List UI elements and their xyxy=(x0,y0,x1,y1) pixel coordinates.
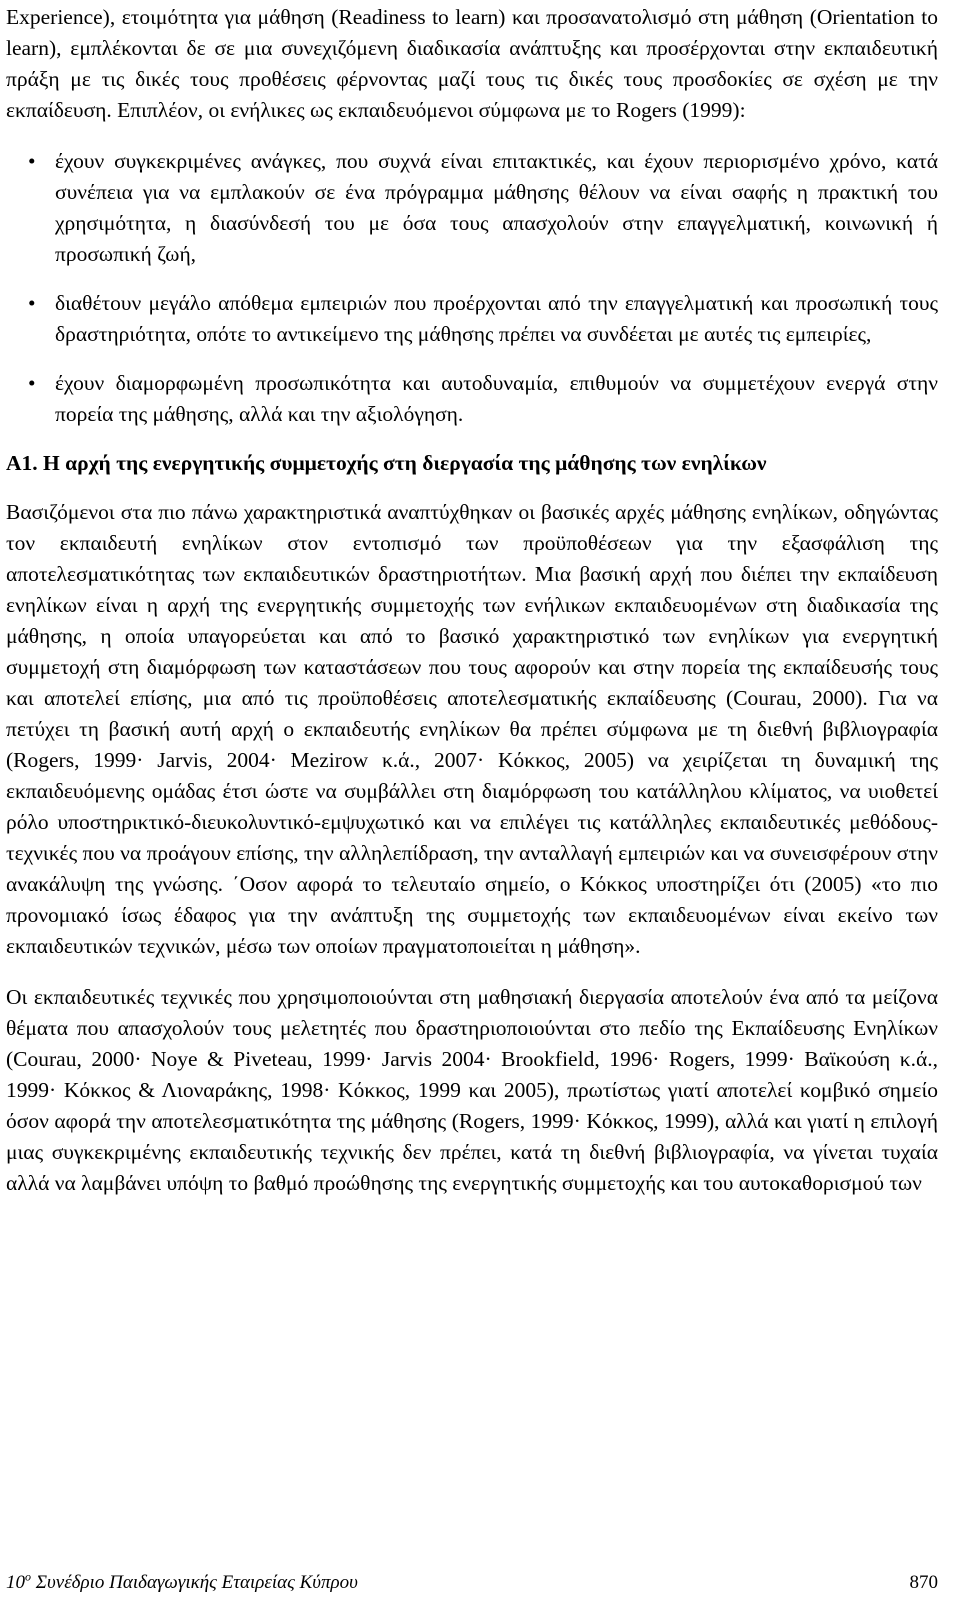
page-number: 870 xyxy=(909,1572,938,1593)
list-item-text: έχουν συγκεκριμένες ανάγκες, που συχνά είναι επιτακτικές, και έχουν περιορισμένο χρόνο, κατά συνέπεια για να εμπλακούν σε ένα πρόγραμμα μάθησης θέλουν να είναι σαφής η πρακτική του χρησιμότητα, η διασύνδεσή του με όσα τους απασχολούν στην επαγγελματική, κοινωνική ή προσωπική ζωή, xyxy=(55,149,938,266)
footer-conference-name: Συνέδριο Παιδαγωγικής Εταιρείας Κύπρου xyxy=(35,1572,358,1593)
list-item-text: διαθέτουν μεγάλο απόθεμα εμπειριών που προέρχονται από την επαγγελματική και προσωπική τους δραστηριότητα, οπότε το αντικείμενο της μάθησης πρέπει να συνδέεται με αυτές τις εμπειρίες, xyxy=(55,291,938,346)
intro-paragraph: Experience), ετοιμότητα για μάθηση (Readiness to learn) και προσανατολισμό στη μάθηση (Orientation to learn), εμπλέκονται δε σε μια συνεχιζόμενη διαδικασία ανάπτυξης και προσέρχονται στην εκπαιδευτική πράξη με τις δικές τους προθέσεις φέρνοντας μαζί τους τις δικές τους προσδοκίες σε σχέση με την εκπαίδευση. Επιπλέον, οι ενήλικες ως εκπαιδευόμενοι σύμφωνα με το Rogers (1999): xyxy=(6,5,938,122)
list-item xyxy=(6,288,938,350)
list-item xyxy=(6,146,938,270)
bullet-list xyxy=(6,146,938,430)
document-page xyxy=(6,0,938,1199)
bullet-icon: • xyxy=(28,371,36,395)
body-paragraph-2: Οι εκπαιδευτικές τεχνικές που χρησιμοποιούνται στη μαθησιακή διεργασία αποτελούν ένα από τα μείζονα θέματα που απασχολούν τους μελετητές που δραστηριοποιούνται στο πεδίο της Εκπαίδευσης Ενηλίκων (Courau, 2000· Noye & Piveteau, 1999· Jarvis 2004· Brookfield, 1996· Rogers, 1999· Βαϊκούση κ.ά., 1999· Κόκκος & Λιοναράκης, 1998· Κόκκος, 1999 και 2005), πρωτίστως γιατί αποτελεί κομβικό σημείο όσον αφορά την αποτελεσματικότητα της μάθησης (Rogers, 1999· Κόκκος, 1999), αλλά και γιατί η επιλογή μιας συγκεκριμένης εκπαιδευτικής τεχνικής δεν πρέπει, κατά τη διεθνή βιβλιογραφία, να γίνεται τυχαία αλλά να λαμβάνει υπόψη το βαθμό προώθησης της ενεργητικής συμμετοχής και του αυτοκαθορισμού των xyxy=(6,985,938,1195)
list-item xyxy=(6,368,938,430)
footer-conference xyxy=(6,1570,358,1596)
section-heading: A1. Η αρχή της ενεργητικής συμμετοχής στη διεργασία της μάθησης των ενηλίκων xyxy=(6,451,767,475)
page-footer xyxy=(6,1570,938,1596)
bullet-icon: • xyxy=(28,291,36,315)
footer-conference-number: 10 xyxy=(6,1572,25,1593)
body-paragraph-1: Βασιζόμενοι στα πιο πάνω χαρακτηριστικά αναπτύχθηκαν οι βασικές αρχές μάθησης ενηλίκων, οδηγώντας τον εκπαιδευτή ενηλίκων στον εντοπισμό των προϋποθέσεων για την εξασφάλιση της αποτελεσματικότητας των εκπαιδευτικών δραστηριοτήτων. Μια βασική αρχή που διέπει την εκπαίδευση ενηλίκων είναι η αρχή της ενεργητικής συμμετοχής των ενήλικων εκπαιδευομένων στη διαδικασία της μάθησης, η οποία υπαγορεύεται και από το βασικό χαρακτηριστικό των ενηλίκων για ενεργητική συμμετοχή στη διαμόρφωση των καταστάσεων που τους αφορούν και στην πορεία της εκπαίδευσής τους και αποτελεί επίσης, μια από τις προϋποθέσεις αποτελεσματικής εκπαίδευσης (Courau, 2000). Για να πετύχει τη βασική αυτή αρχή ο εκπαιδευτής ενηλίκων θα πρέπει σύμφωνα με τη διεθνή βιβλιογραφία (Rogers, 1999· Jarvis, 2004· Mezirow κ.ά., 2007· Κόκκος, 2005) να χειρίζεται τη δυναμική της εκπαιδευόμενης ομάδας έτσι ώστε να συμβάλλει στη διαμόρφωση του κατάλληλου κλίματος, να υιοθετεί ρόλο υποστηρικτικό-διευκολυντικό-εμψυχωτικό και να επιλέγει τις κατάλληλες εκπαιδευτικές μεθόδους-τεχνικές που να προάγουν επίσης, την αλληλεπίδραση, την ανταλλαγή εμπειριών και να συνεισφέρουν στην ανακάλυψη της γνώσης. ΄Οσον αφορά το τελευταίο σημείο, ο Κόκκος υποστηρίζει ότι (2005) «το πιο προνομιακό ίσως έδαφος για την ανάπτυξη της συμμετοχής των εκπαιδευομένων είναι εκείνο των εκπαιδευτικών τεχνικών, μέσω των οποίων πραγματοποιείται η μάθηση». xyxy=(6,500,938,958)
bullet-icon: • xyxy=(28,149,36,173)
footer-conference-sup: ο xyxy=(25,1569,31,1584)
list-item-text: έχουν διαμορφωμένη προσωπικότητα και αυτοδυναμία, επιθυμούν να συμμετέχουν ενεργά στην πορεία της μάθησης, αλλά και την αξιολόγηση. xyxy=(55,371,938,426)
